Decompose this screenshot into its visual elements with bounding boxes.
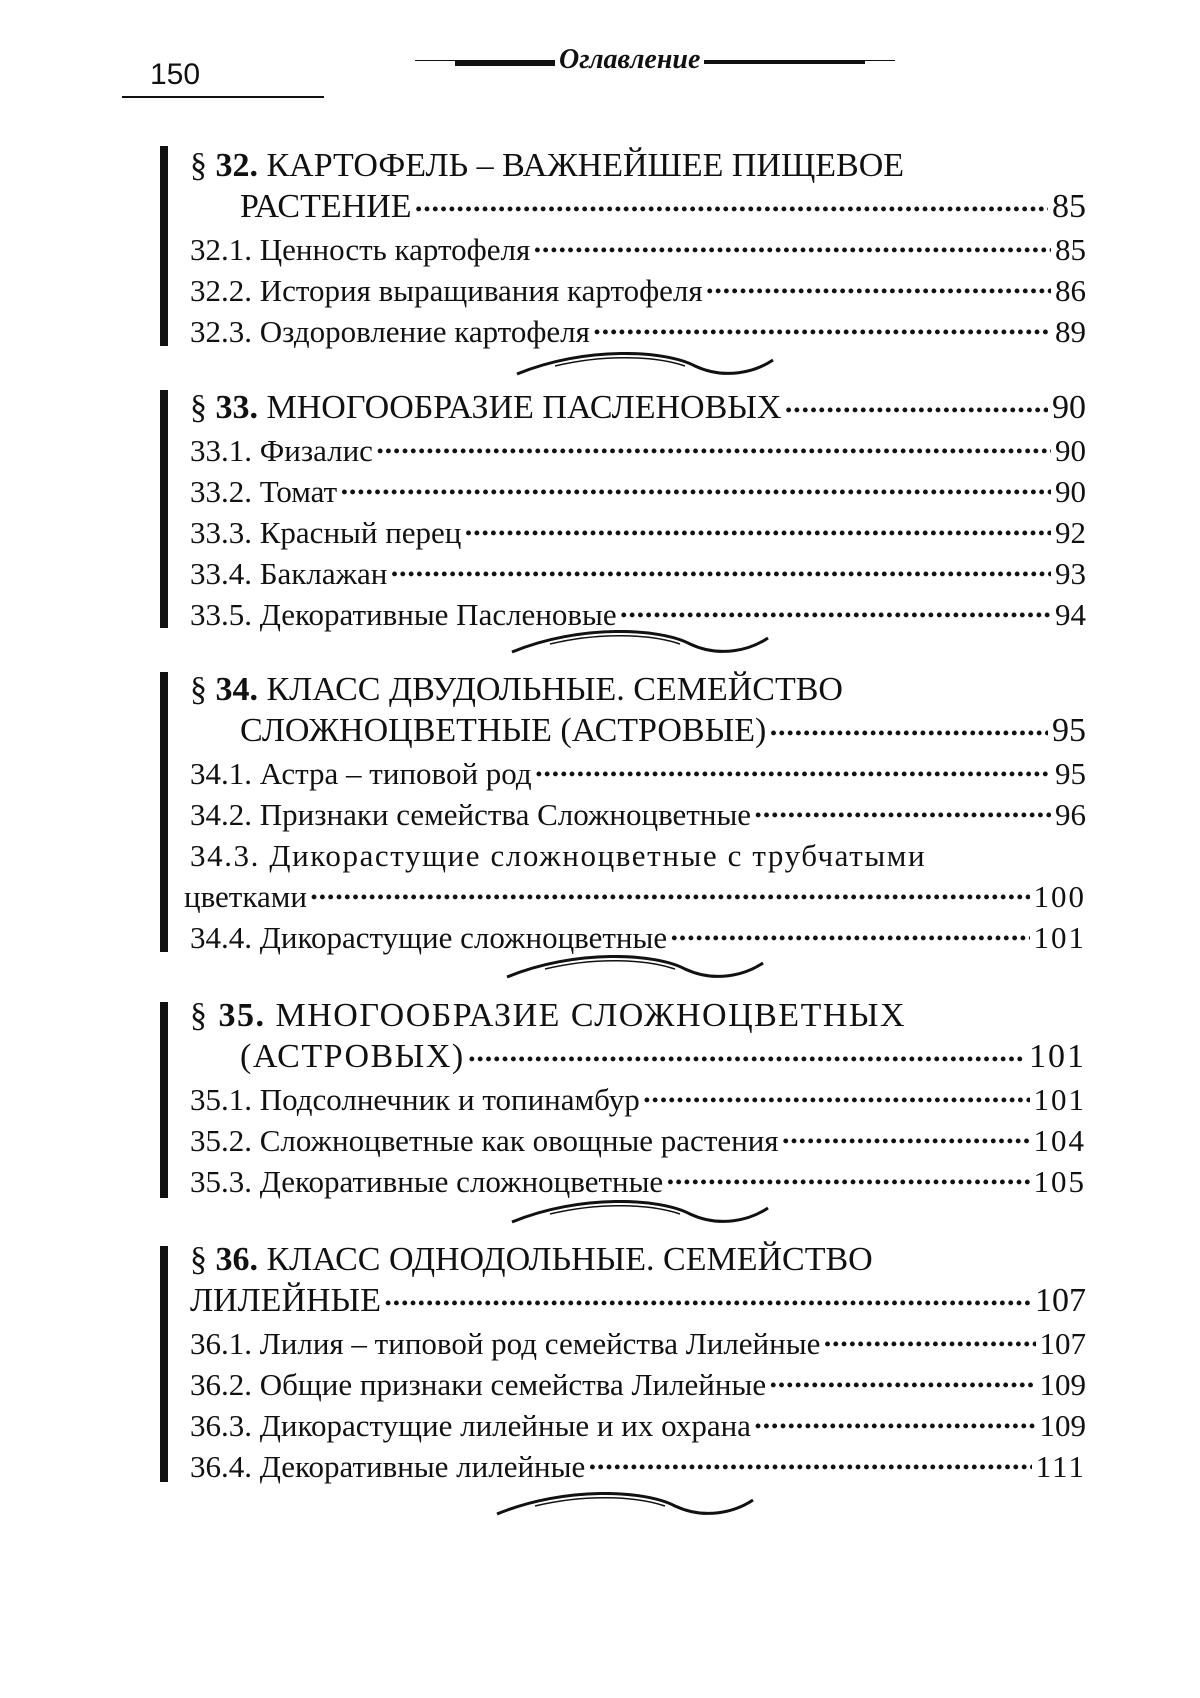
toc-page-number: 95: [1055, 756, 1086, 791]
dot-leader: [707, 282, 1051, 300]
toc-page-number: 89: [1055, 314, 1086, 349]
toc-line-text: цветками: [184, 879, 307, 914]
dot-leader: [341, 483, 1051, 501]
section-divider-ornament: [505, 955, 765, 985]
toc-page-number: 104: [1033, 1123, 1086, 1158]
toc-entry[interactable]: [190, 1318, 1086, 1359]
dot-leader: [416, 200, 1048, 218]
toc-entry[interactable]: [190, 1359, 1086, 1400]
toc-entry[interactable]: [190, 589, 1086, 630]
toc-line-text: 35.1. Подсолнечник и топинамбур: [190, 1082, 640, 1117]
toc-line-text: (АСТРОВЫХ): [240, 1038, 465, 1075]
dot-leader: [589, 1458, 1032, 1476]
toc-line-text: 36.4. Декоративные лилейные: [190, 1449, 586, 1484]
toc-entry[interactable]: [190, 789, 1086, 830]
dot-leader: [534, 241, 1051, 259]
dot-leader: [644, 1091, 1030, 1109]
toc-entry[interactable]: [190, 830, 1086, 871]
toc-line-text: 36.2. Общие признаки семейства Лилейные: [190, 1367, 767, 1402]
toc-page-number: 94: [1055, 597, 1086, 632]
dot-leader: [671, 929, 1029, 947]
toc-line-text: 33.4. Баклажан: [190, 556, 388, 591]
dot-leader: [621, 606, 1051, 624]
toc-heading[interactable]: [190, 1236, 1086, 1277]
toc-line-text: 34.2. Признаки семейства Сложноцветные: [190, 797, 752, 832]
toc-page-number: 111: [1035, 1449, 1086, 1484]
section-divider-ornament: [510, 1200, 770, 1230]
toc-page-number: 93: [1055, 556, 1086, 591]
dot-leader: [755, 806, 1051, 824]
toc-line-text: 32.2. История выращивания картофеля: [190, 273, 703, 308]
toc-heading[interactable]: [190, 384, 1086, 425]
toc-page-number: 109: [1039, 1408, 1086, 1443]
toc-entry[interactable]: [190, 748, 1086, 789]
toc-page-number: 100: [1033, 879, 1086, 914]
toc-page-number: 90: [1055, 433, 1086, 468]
toc-heading-text: § 32. КАРТОФЕЛЬ – ВАЖНЕЙШЕЕ ПИЩЕВОЕ: [190, 147, 905, 184]
dot-leader: [385, 1294, 1031, 1312]
dot-leader: [594, 323, 1051, 341]
toc-line-text: 33.5. Декоративные Пасленовые: [190, 597, 617, 632]
dot-leader: [391, 565, 1051, 583]
swash-icon: [510, 630, 770, 660]
toc-page-number: 101: [1033, 1082, 1086, 1117]
dot-leader: [311, 888, 1030, 906]
section-bar: [160, 146, 168, 346]
toc-heading-continuation[interactable]: [190, 707, 1086, 748]
page-number: 150: [150, 58, 201, 91]
dot-leader: [785, 401, 1048, 419]
swash-icon: [495, 1492, 755, 1522]
toc-page-number: 85: [1055, 232, 1086, 267]
dot-leader: [770, 724, 1048, 742]
section-divider-ornament: [495, 1492, 755, 1522]
section-divider-ornament: [510, 630, 770, 660]
toc-entry[interactable]: [190, 425, 1086, 466]
dot-leader: [469, 1050, 1025, 1068]
toc-entry[interactable]: [190, 1156, 1086, 1197]
toc-line-text: ЛИЛЕЙНЫЕ: [190, 1282, 381, 1319]
toc-page-number: 92: [1055, 515, 1086, 550]
dot-leader: [377, 442, 1051, 460]
toc-entry[interactable]: [190, 1074, 1086, 1115]
dot-leader: [770, 1376, 1035, 1394]
toc-heading[interactable]: [190, 992, 1086, 1033]
toc-line-text: СЛОЖНОЦВЕТНЫЕ (АСТРОВЫЕ): [240, 712, 767, 749]
toc-heading-continuation[interactable]: [190, 183, 1086, 224]
toc-heading-continuation[interactable]: [190, 1277, 1086, 1318]
header-rule-right: [704, 60, 895, 61]
toc-entry[interactable]: [190, 1441, 1086, 1482]
toc-page-number: 90: [1052, 389, 1086, 426]
toc-heading[interactable]: [190, 666, 1086, 707]
toc-line-text: 35.2. Сложноцветные как овощные растения: [190, 1123, 779, 1158]
toc-entry[interactable]: [190, 466, 1086, 507]
dot-leader: [667, 1173, 1029, 1191]
header-rule-left: [415, 60, 555, 61]
toc-page-number: 85: [1052, 188, 1086, 225]
toc-line-text: 33.2. Томат: [190, 474, 338, 509]
running-header: [415, 40, 895, 80]
toc-heading-continuation[interactable]: [190, 1033, 1086, 1074]
dot-leader: [465, 524, 1051, 542]
toc-page-number: 86: [1055, 273, 1086, 308]
toc-entry[interactable]: [190, 912, 1086, 953]
toc-heading[interactable]: [190, 142, 1086, 183]
toc-line-text: 34.1. Астра – типовой род: [190, 756, 532, 791]
dot-leader: [755, 1417, 1036, 1435]
toc-entry-continuation[interactable]: [184, 871, 1086, 912]
page-number-rule: [122, 96, 324, 98]
toc-page-number: 105: [1033, 1164, 1086, 1199]
toc-page-number: 101: [1033, 920, 1086, 955]
toc-entry[interactable]: [190, 548, 1086, 589]
toc-heading-text: § 36. КЛАСС ОДНОДОЛЬНЫЕ. СЕМЕЙСТВО: [190, 1241, 873, 1278]
dot-leader: [824, 1335, 1035, 1353]
running-title: Оглавление: [559, 44, 701, 75]
dot-leader: [536, 765, 1051, 783]
toc-page-number: 95: [1052, 712, 1086, 749]
toc-page-number: 109: [1039, 1367, 1086, 1402]
section-bar: [160, 1246, 168, 1482]
toc-line-text: 35.3. Декоративные сложноцветные: [190, 1164, 664, 1199]
toc-line-text: 36.1. Лилия – типовой род семейства Лилейные: [190, 1326, 821, 1361]
toc-line-text: 32.1. Ценность картофеля: [190, 232, 531, 267]
toc-line-text: РАСТЕНИЕ: [240, 188, 412, 225]
toc-entry[interactable]: [190, 306, 1086, 347]
dot-leader: [783, 1132, 1030, 1150]
swash-icon: [505, 955, 765, 985]
toc-entry[interactable]: [190, 1400, 1086, 1441]
toc-entry[interactable]: [190, 265, 1086, 306]
toc-page-number: 107: [1039, 1326, 1086, 1361]
toc-entry[interactable]: [190, 1115, 1086, 1156]
toc-line-text: 34.3. Дикорастущие сложноцветные с трубчатыми: [190, 838, 927, 873]
toc-page-number: 96: [1055, 797, 1086, 832]
toc-line-text: 34.4. Дикорастущие сложноцветные: [190, 920, 668, 955]
toc-page-number: 101: [1029, 1038, 1086, 1075]
toc-line-text: 36.3. Дикорастущие лилейные и их охрана: [190, 1408, 751, 1443]
swash-icon: [515, 352, 775, 382]
section-bar: [160, 1002, 168, 1198]
toc-line-text: 33.1. Физалис: [190, 433, 373, 468]
toc-line-text: 32.3. Оздоровление картофеля: [190, 314, 590, 349]
toc-page-number: 107: [1035, 1282, 1086, 1319]
toc-line-text: 33.3. Красный перец: [190, 515, 462, 550]
toc-heading-text: § 35. МНОГООБРАЗИЕ СЛОЖНОЦВЕТНЫХ: [190, 997, 907, 1034]
section-bar: [160, 390, 168, 628]
section-bar: [160, 672, 168, 952]
toc-page-number: 90: [1055, 474, 1086, 509]
toc-heading-text: § 33. МНОГООБРАЗИЕ ПАСЛЕНОВЫХ: [190, 389, 782, 426]
toc-entry[interactable]: [190, 507, 1086, 548]
section-divider-ornament: [515, 352, 775, 382]
toc-entry[interactable]: [190, 224, 1086, 265]
toc-heading-text: § 34. КЛАСС ДВУДОЛЬНЫЕ. СЕМЕЙСТВО: [190, 671, 843, 708]
swash-icon: [510, 1200, 770, 1230]
